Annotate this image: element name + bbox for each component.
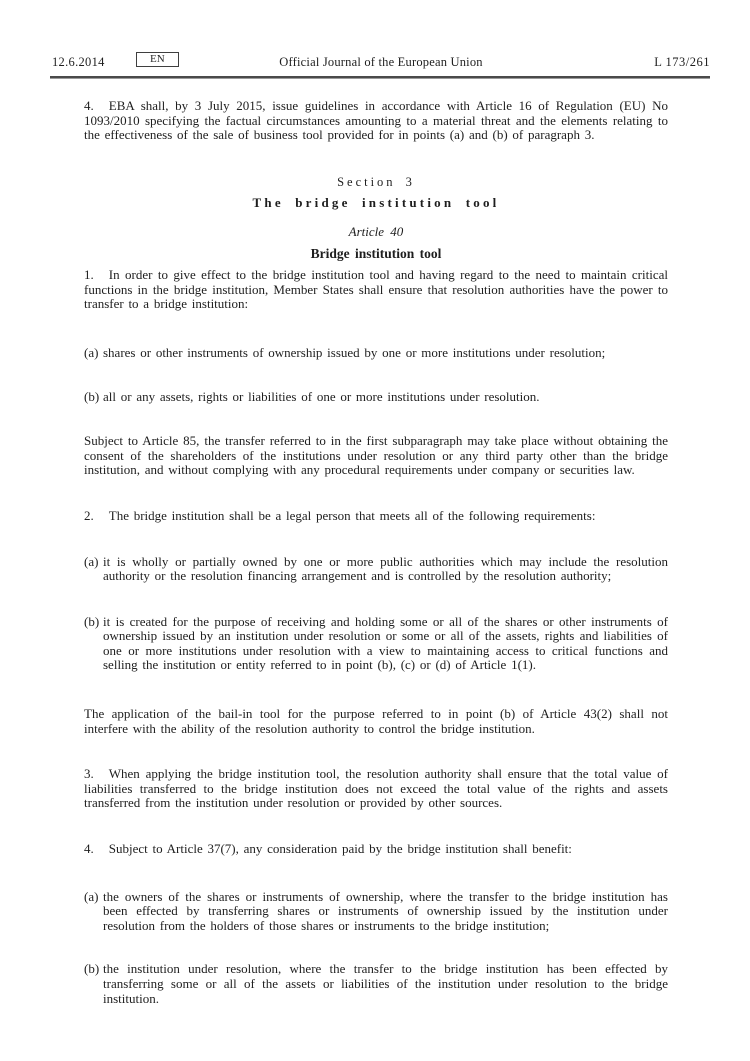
paragraph-3 xyxy=(84,767,668,811)
language-badge: EN xyxy=(136,52,179,67)
paragraph-intro xyxy=(84,99,668,143)
paragraph-text: The bridge institution shall be a legal person that meets all of the following requirements: xyxy=(108,507,596,523)
list-text: the owners of the shares or instruments of ownership, where the transfer to the bridge institution has been effected by transferring shares or instruments of ownership issued by the institution under resolution from the holders of those shares or instruments to the bridge institution; xyxy=(103,888,668,933)
list-text: it is wholly or partially owned by one or more public authorities which may include the resolution authority or the resolution financing arrangement and is controlled by the resolution authority; xyxy=(103,553,668,584)
list-item xyxy=(84,390,668,405)
list-text: it is created for the purpose of receiving and holding some or all of the shares or other instruments of ownership issued by an institution under resolution or some or all of the assets, rights and liabilities of one or more institutions under resolution with a view to maintaining access to critical functions and selling the institution or entity referred to in point (b), (c) or (d) of Article 1(1). xyxy=(103,613,668,673)
list-item xyxy=(84,555,668,584)
paragraph-marker: 3. xyxy=(84,766,94,782)
paragraph-4 xyxy=(84,842,668,857)
list-item xyxy=(84,962,668,1006)
list-marker: (a) xyxy=(84,553,99,569)
list-item xyxy=(84,346,668,361)
list-text: the institution under resolution, where the transfer to the bridge institution has been effected by transferring some or all of the assets or liabilities of the institution under resolution to the bridge institution. xyxy=(103,961,668,1006)
list-marker: (a) xyxy=(84,888,99,904)
document-body xyxy=(84,99,668,1006)
section-title: The bridge institution tool xyxy=(252,195,500,211)
list-marker: (b) xyxy=(84,613,100,629)
paragraph-marker: 4. xyxy=(84,98,94,113)
paragraph-text: When applying the bridge institution tool, the resolution authority shall ensure that the total value of liabilities transferred to the bridge institution does not exceed the total value of the rights and assets transferred from the institution under resolution or provided by other sources. xyxy=(84,766,668,811)
paragraph-1 xyxy=(84,268,668,312)
list-marker: (a) xyxy=(84,344,99,360)
paragraph-text: In order to give effect to the bridge institution tool and having regard to the need to maintain critical functions in the bridge institution, Member States shall ensure that resolution authorities have the power to transfer to a bridge institution: xyxy=(84,267,668,312)
paragraph-marker: 2. xyxy=(84,507,94,523)
list-marker: (b) xyxy=(84,388,100,404)
list-text: shares or other instruments of ownership issued by one or more institutions under resolution; xyxy=(103,344,606,360)
list-item xyxy=(84,890,668,934)
header-date: 12.6.2014 xyxy=(52,55,105,69)
journal-title: Official Journal of the European Union xyxy=(279,55,483,69)
list-item xyxy=(84,615,668,673)
paragraph-2 xyxy=(84,509,668,524)
article-label: Article 40 xyxy=(348,223,404,239)
subparagraph: Subject to Article 85, the transfer referred to in the first subparagraph may take place without obtaining the consent of the shareholders of the institutions under resolution or any third party other than the bridge institution, and without complying with any procedural requirements under company or securities law. xyxy=(84,433,668,478)
article-title: Bridge institution tool xyxy=(310,245,442,261)
section-label: Section 3 xyxy=(337,174,415,189)
list-marker: (b) xyxy=(84,961,100,977)
paragraph-marker: 1. xyxy=(84,267,94,283)
page-number: L 173/261 xyxy=(654,55,710,69)
paragraph-text: Subject to Article 37(7), any consideration paid by the bridge institution shall benefit: xyxy=(108,841,572,857)
subparagraph: The application of the bail-in tool for the purpose referred to in point (b) of Article 43(2) shall not interfere with the ability of the resolution authority to control the bridge institution. xyxy=(84,706,668,736)
header-rule xyxy=(50,76,710,79)
paragraph-marker: 4. xyxy=(84,841,94,857)
paragraph-text: EBA shall, by 3 July 2015, issue guidelines in accordance with Article 16 of Regulation (EU) No 1093/2010 specifying the factual circumstances amounting to a material threat and the elements relating to the effectiveness of the sale of business tool provided for in points (a) and (b) of paragraph 3. xyxy=(84,98,668,143)
page-header xyxy=(52,53,710,73)
list-text: all or any assets, rights or liabilities of one or more institutions under resolution. xyxy=(103,388,540,404)
